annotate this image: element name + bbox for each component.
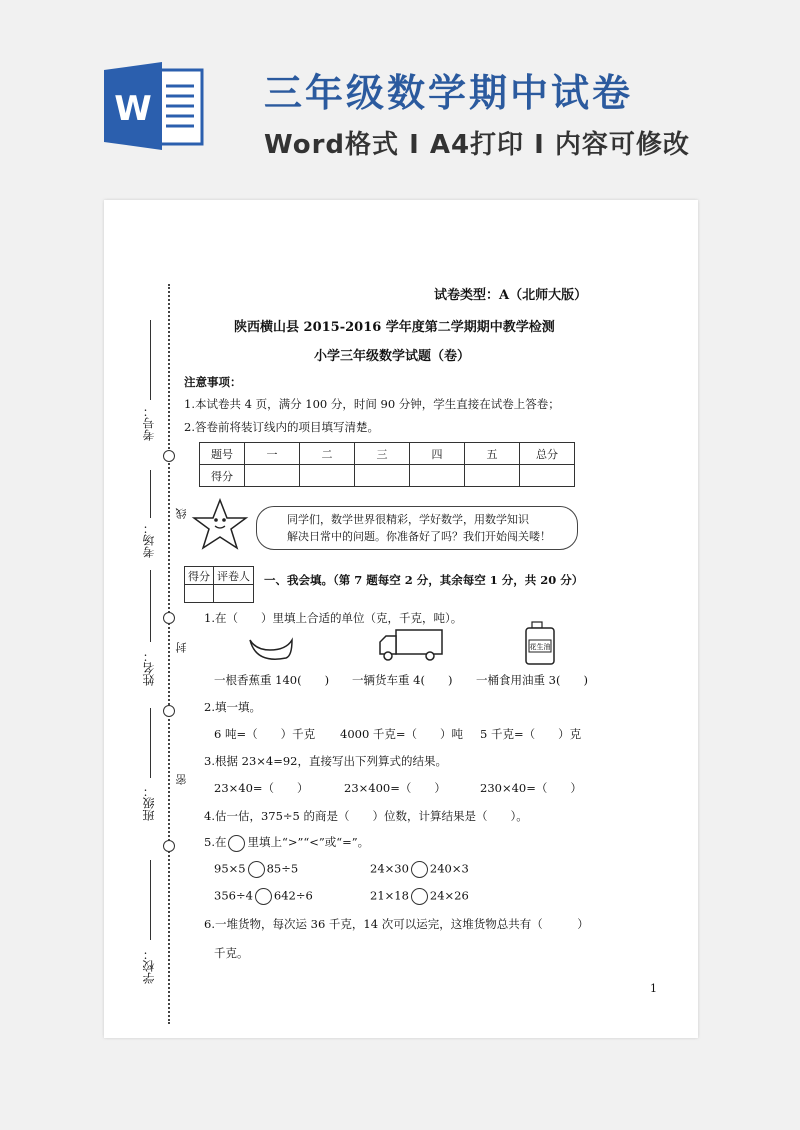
section-1-heading: 一、我会填。（第 7 题每空 2 分，其余每空 1 分，共 20 分） xyxy=(264,573,584,587)
compare-circle[interactable] xyxy=(411,861,428,878)
exam-title: 陕西横山县 2015-2016 学年度第二学期期中教学检测 xyxy=(234,320,555,335)
room-line xyxy=(150,470,151,518)
truck-icon xyxy=(376,626,446,664)
score-header-cell: 一 xyxy=(245,443,300,465)
compare-circle[interactable] xyxy=(248,861,265,878)
cut-char: 密 xyxy=(175,774,188,785)
note-2: 2.答卷前将装订线内的项目填写清楚。 xyxy=(184,420,379,434)
question-3-item: 23×400=（ ） xyxy=(344,781,446,795)
word-document-icon xyxy=(104,62,208,150)
svg-text:W: W xyxy=(114,89,152,129)
speech-bubble xyxy=(256,506,578,550)
question-1-item: 一桶食用油重 3( ) xyxy=(476,673,588,687)
star-mascot-icon xyxy=(190,498,252,556)
question-3: 3.根据 23×4=92，直接写出下列算式的结果。 xyxy=(204,754,447,768)
banner-title: 三年级数学期中试卷 xyxy=(264,71,634,115)
compare-circle xyxy=(228,835,245,852)
school-line xyxy=(150,860,151,940)
grader-score-cell[interactable] xyxy=(185,585,214,603)
question-6: 6.一堆货物，每次运 36 千克，14 次可以运完，这堆货物总共有（ ） xyxy=(204,917,589,931)
grader-score-label: 得分 xyxy=(185,567,214,585)
exam-no-line xyxy=(150,320,151,400)
oil-bottle-icon xyxy=(522,620,558,666)
score-header-cell: 总分 xyxy=(520,443,575,465)
question-2-item: 5 千克=（ ）克 xyxy=(480,727,582,741)
bubble-line-1: 同学们，数学世界很精彩，学好数学，用数学知识 xyxy=(287,513,529,526)
score-table xyxy=(199,442,575,487)
question-5-pre: 5.在 xyxy=(204,835,227,849)
cut-char: 封 xyxy=(175,642,188,653)
question-2: 2.填一填。 xyxy=(204,700,261,714)
score-row-label: 得分 xyxy=(200,465,245,487)
side-label-name: 姓名： xyxy=(142,650,156,686)
question-2-item: 4000 千克=（ ）吨 xyxy=(340,727,464,741)
question-1-item: 一根香蕉重 140( ) xyxy=(214,673,330,687)
question-3-item: 23×40=（ ） xyxy=(214,781,309,795)
exam-subtitle: 小学三年级数学试题（卷） xyxy=(314,349,471,364)
question-5 xyxy=(204,834,369,852)
name-line xyxy=(150,570,151,642)
class-line xyxy=(150,708,151,778)
binding-hole xyxy=(163,450,175,462)
exam-paper xyxy=(104,200,698,1038)
cut-char: 线 xyxy=(175,508,188,519)
banana-icon xyxy=(246,632,296,668)
question-1: 1.在（ ）里填上合适的单位（克，千克，吨）。 xyxy=(204,611,463,625)
compare-circle[interactable] xyxy=(255,888,272,905)
side-label-room: 考场： xyxy=(142,522,156,558)
score-header-cell: 二 xyxy=(300,443,355,465)
exam-type: 试卷类型：A（北师大版） xyxy=(434,288,588,303)
bubble-line-2: 解决日常中的问题。你准备好了吗？我们开始闯关喽！ xyxy=(287,530,551,543)
page-number: 1 xyxy=(650,982,657,995)
banner-subtitle: Word格式 I A4打印 I 内容可修改 xyxy=(264,130,690,160)
score-header-cell: 题号 xyxy=(200,443,245,465)
side-label-school: 学校： xyxy=(142,948,156,984)
grader-table xyxy=(184,566,254,603)
binding-hole xyxy=(163,612,175,624)
score-header-cell: 四 xyxy=(410,443,465,465)
side-label-class: 班级： xyxy=(142,785,156,821)
binding-hole xyxy=(163,840,175,852)
question-5-post: 里填上“>”“<”或“=”。 xyxy=(247,835,370,849)
compare-circle[interactable] xyxy=(411,888,428,905)
grader-reviewer-label: 评卷人 xyxy=(214,567,254,585)
score-cell[interactable] xyxy=(300,465,355,487)
score-cell[interactable] xyxy=(355,465,410,487)
score-cell[interactable] xyxy=(465,465,520,487)
compare-row: 24×30 240×3 xyxy=(370,861,469,878)
binding-hole xyxy=(163,705,175,717)
question-6-cont: 千克。 xyxy=(214,946,249,960)
compare-row: 21×18 24×26 xyxy=(370,888,469,905)
compare-row: 356÷4 642÷6 xyxy=(214,888,313,905)
question-1-item: 一辆货车重 4( ) xyxy=(352,673,453,687)
notes-heading: 注意事项： xyxy=(184,375,242,389)
question-3-item: 230×40=（ ） xyxy=(480,781,582,795)
grader-reviewer-cell[interactable] xyxy=(214,585,254,603)
score-header-cell: 五 xyxy=(465,443,520,465)
note-1: 1.本试卷共 4 页，满分 100 分，时间 90 分钟，学生直接在试卷上答卷； xyxy=(184,397,560,411)
svg-text:花生油: 花生油 xyxy=(529,643,551,651)
compare-row: 95×5 85÷5 xyxy=(214,861,298,878)
question-4: 4.估一估，375÷5 的商是（ ）位数，计算结果是（ ）。 xyxy=(204,809,528,823)
question-2-item: 6 吨=（ ）千克 xyxy=(214,727,316,741)
score-cell[interactable] xyxy=(520,465,575,487)
side-label-exam-no: 考号： xyxy=(142,405,156,441)
score-header-cell: 三 xyxy=(355,443,410,465)
binding-dotted-line xyxy=(168,284,170,1024)
score-cell[interactable] xyxy=(245,465,300,487)
score-cell[interactable] xyxy=(410,465,465,487)
